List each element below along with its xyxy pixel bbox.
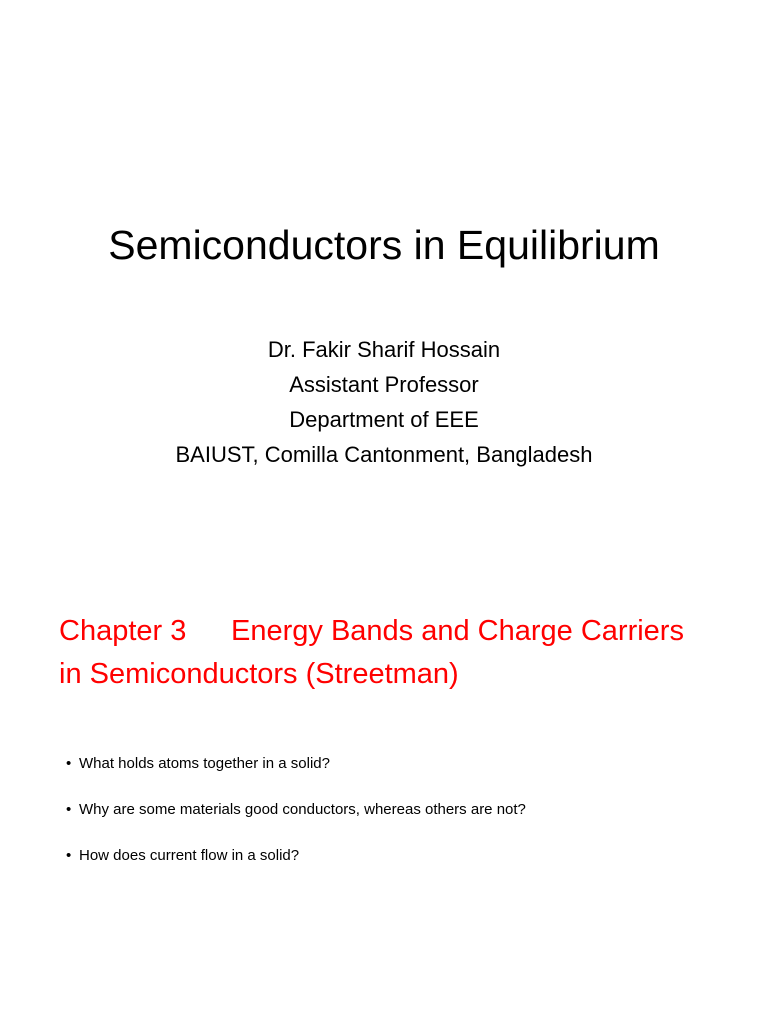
question-list bbox=[66, 752, 746, 890]
author-name: Dr. Fakir Sharif Hossain bbox=[267, 337, 501, 362]
question-text: Why are some materials good conductors, whereas others are not? bbox=[79, 801, 526, 818]
question-text: What holds atoms together in a solid? bbox=[79, 755, 330, 772]
question-item bbox=[66, 844, 746, 867]
bullet-icon: • bbox=[66, 847, 72, 864]
question-item bbox=[66, 798, 746, 821]
bullet-icon: • bbox=[66, 755, 72, 772]
author-institution: BAIUST, Comilla Cantonment, Bangladesh bbox=[175, 442, 593, 467]
chapter-number: Chapter 3 bbox=[59, 615, 187, 647]
bullet-icon: • bbox=[66, 801, 72, 818]
question-text: How does current flow in a solid? bbox=[79, 847, 300, 864]
slide-title: Semiconductors in Equilibrium bbox=[108, 222, 660, 268]
chapter-title-line1: Energy Bands and Charge Carriers bbox=[231, 615, 684, 647]
author-block bbox=[0, 332, 768, 472]
chapter-title-line2: in Semiconductors (Streetman) bbox=[59, 658, 459, 690]
author-position: Assistant Professor bbox=[289, 372, 479, 397]
author-department: Department of EEE bbox=[289, 407, 479, 432]
chapter-heading bbox=[59, 610, 749, 696]
question-item bbox=[66, 752, 746, 775]
